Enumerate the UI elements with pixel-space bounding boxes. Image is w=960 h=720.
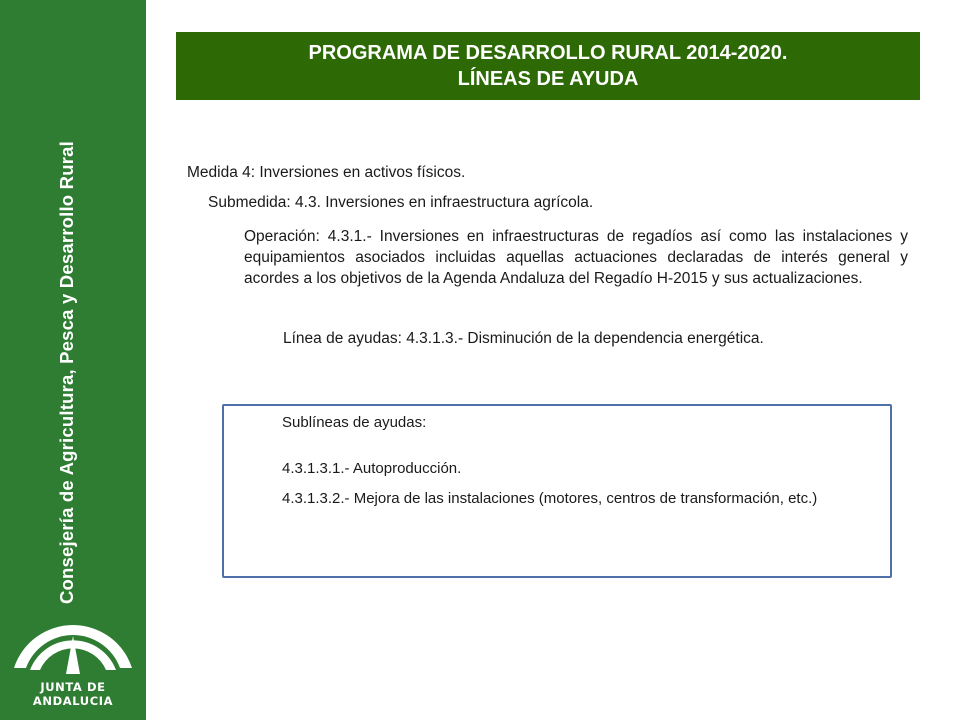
sublineas-box bbox=[222, 404, 892, 578]
sidebar-vertical-title: Consejería de Agricultura, Pesca y Desarrollo Rural bbox=[56, 141, 77, 604]
operacion-text: Operación: 4.3.1.- Inversiones en infraestructuras de regadíos así como las instalaciones y equipamientos asociados incluidas aquellas actuaciones declaradas de interés general y acordes a los objetivos de la Agenda Andaluza del Regadío H-2015 y sus actualizaciones. bbox=[244, 228, 908, 287]
submedida-text: Submedida: 4.3. Inversiones en infraestructura agrícola. bbox=[208, 194, 594, 211]
sublineas-title: Sublíneas de ayudas: bbox=[282, 414, 427, 431]
logo-caption: JUNTA DE ANDALUCIA bbox=[32, 680, 114, 708]
sublinea-item-1: 4.3.1.3.1.- Autoproducción. bbox=[282, 460, 462, 477]
linea-ayudas-text: Línea de ayudas: 4.3.1.3.- Disminución de la dependencia energética. bbox=[283, 330, 764, 347]
title-line-1: PROGRAMA DE DESARROLLO RURAL 2014-2020. bbox=[308, 42, 788, 64]
sidebar bbox=[0, 0, 146, 720]
sublinea-item-2: 4.3.1.3.2.- Mejora de las instalaciones (motores, centros de transformación, etc.) bbox=[282, 490, 818, 507]
title-line-2: LÍNEAS DE AYUDA bbox=[457, 68, 639, 90]
medida-text: Medida 4: Inversiones en activos físicos. bbox=[187, 164, 466, 181]
title-banner bbox=[176, 32, 920, 100]
